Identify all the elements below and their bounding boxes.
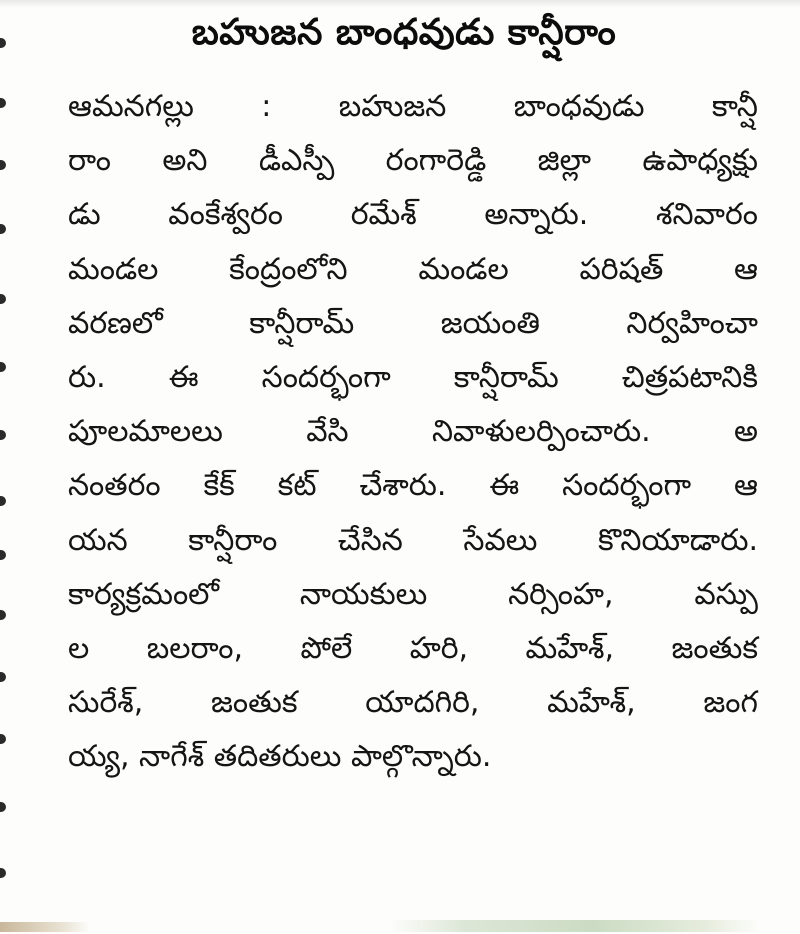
article-line: ల బలరాం, పోలే హరి, మహేశ్, జంతుక — [68, 630, 758, 666]
article-line: పూలమాలలు వేసి నివాళులర్పించారు. అ — [68, 414, 758, 450]
article-line: సురేశ్, జంతుక యాదగిరి, మహేశ్, జంగ — [68, 685, 758, 721]
article-line: వరణలో కాన్షీరామ్ జయంతి నిర్వహించా — [68, 305, 758, 341]
next-article-image-bleed — [390, 920, 760, 932]
article-line: కార్యక్రమంలో నాయకులు నర్సింహ, వస్పు — [68, 576, 758, 612]
article-line: రు. ఈ సందర్భంగా కాన్షీరామ్ చిత్రపటానికి — [68, 359, 758, 395]
article-line: నంతరం కేక్ కట్ చేశారు. ఈ సందర్భంగా ఆ — [68, 468, 758, 504]
article-line: యన కాన్షీరాం చేసిన సేవలు కొనియాడారు. — [68, 522, 758, 558]
article-body — [44, 80, 764, 784]
next-article-image-bleed — [0, 922, 90, 932]
left-column-bleed — [0, 10, 10, 910]
cropped-bottom-edge — [0, 914, 800, 934]
article-line: య్య, నాగేశ్ తదితరులు పాల్గొన్నారు. — [68, 739, 492, 775]
article-headline: బహుజన బాంధవుడు కాన్షీరాం — [191, 12, 617, 53]
article-line: మండల కేంద్రంలోని మండల పరిషత్ ఆ — [68, 251, 758, 287]
article-line: రాం అని డీఎస్పీ రంగారెడ్డి జిల్లా ఉపాధ్యక్షు — [68, 143, 758, 179]
article-line: డు వంకేశ్వరం రమేశ్ అన్నారు. శనివారం — [68, 197, 758, 233]
news-article — [44, 6, 764, 784]
article-line: ఆమనగల్లు : బహుజన బాంధవుడు కాన్షీ — [68, 89, 758, 124]
